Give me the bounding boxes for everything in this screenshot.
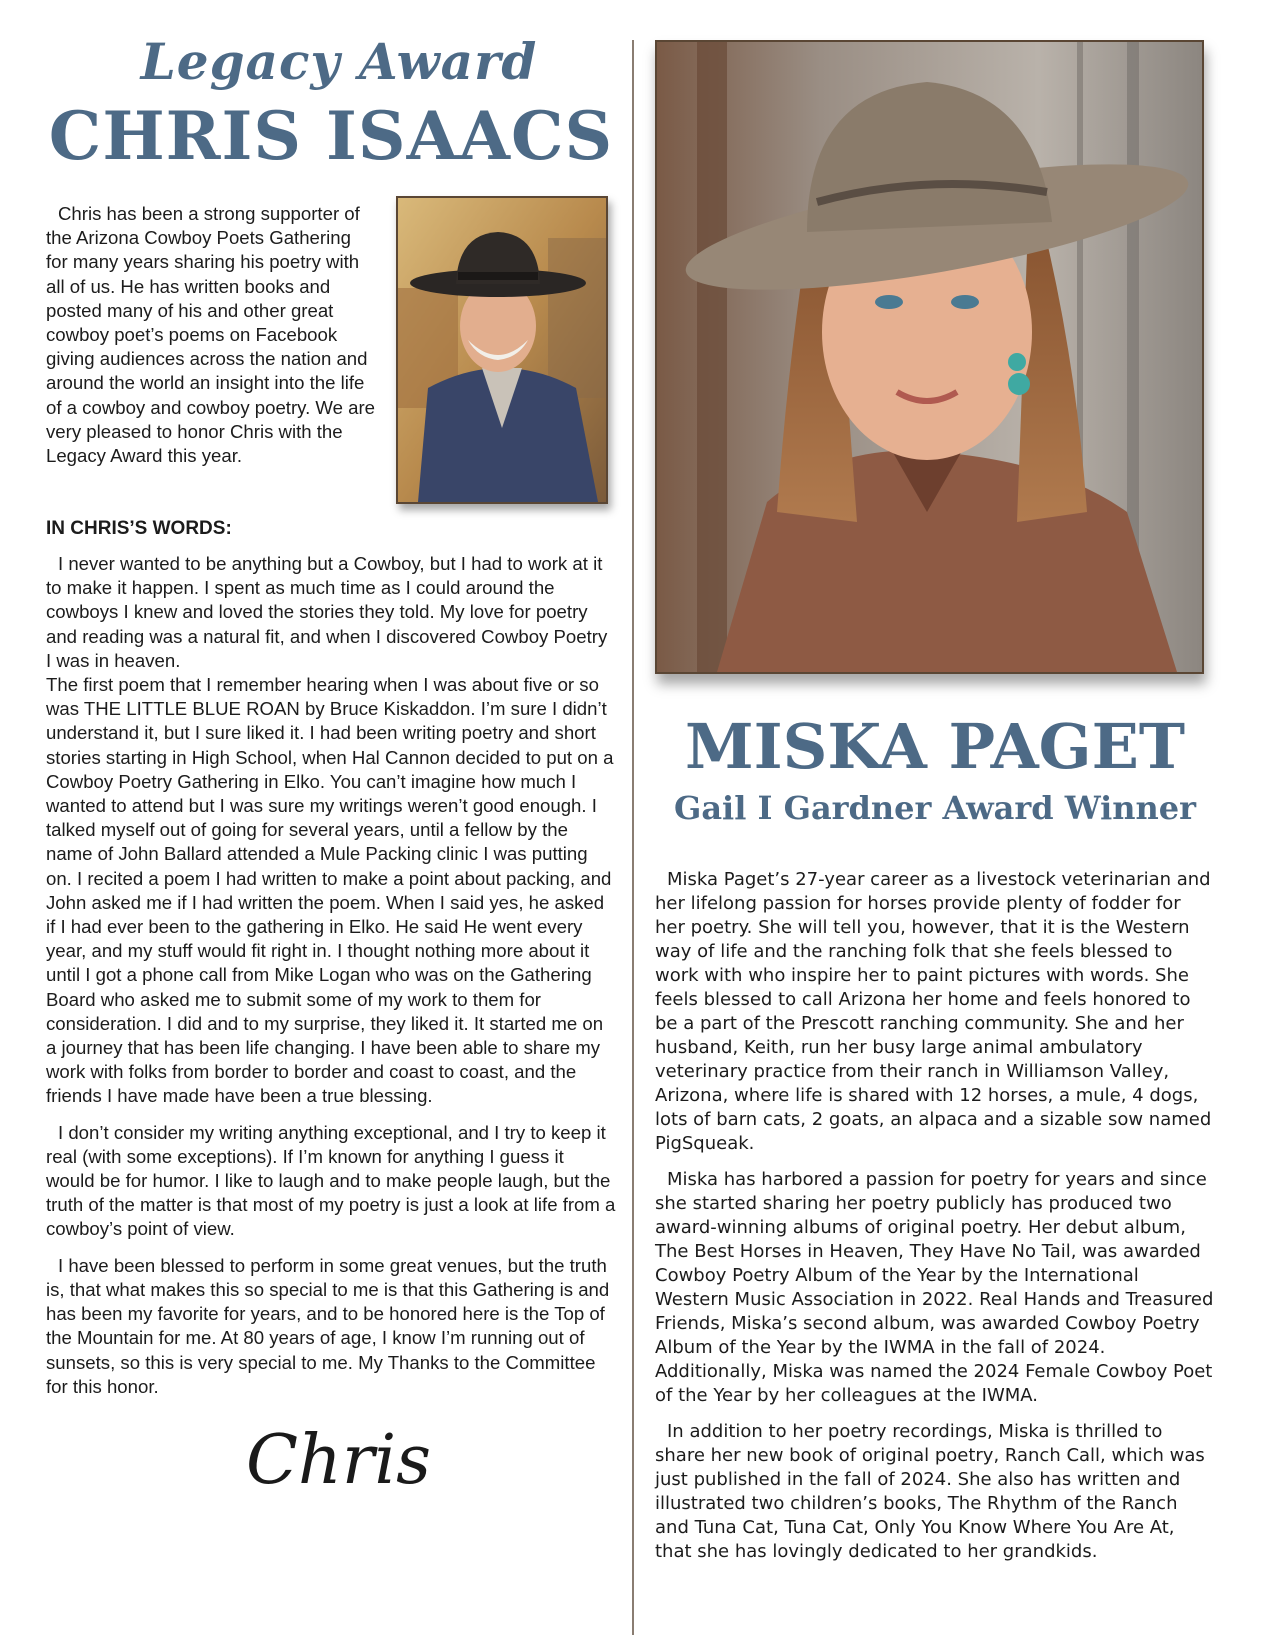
- in-chris-words-heading: IN CHRIS’S WORDS:: [46, 518, 232, 539]
- miska-paget-photo: [655, 40, 1204, 674]
- chris-paragraph-4: I have been blessed to perform in some great venues, but the truth is, that what makes this so special to me is that this Gathering is and has been my favorite for years, and to be honored here is the Top of the Mountain for me. At 80 years of age, I know I’m running out of sunsets, so this is very special to me. My Thanks to the Committee for this honor.: [46, 1254, 610, 1397]
- chris-isaacs-photo: [396, 196, 608, 504]
- miska-bio: [655, 868, 1215, 1564]
- chris-paragraph-1: I never wanted to be anything but a Cowboy, but I had to work at it to make it happen. I spent as much time as I could around the cowboys I knew and loved the stories they told. My love for poetry and reading was a natural fit, and when I discovered Cowboy Poetry I was in heaven.: [46, 553, 608, 671]
- miska-paragraph-3: In addition to her poetry recordings, Miska is thrilled to share her new book of original poetry, Ranch Call, which was just published in the fall of 2024. She also has written and illustrated two children’s books, The Rhythm of the Ranch and Tuna Cat, Tuna Cat, Only You Know Where You Are At, that she has lovingly dedicated to her grandkids.: [655, 1421, 1205, 1562]
- intro-section: [46, 202, 616, 506]
- legacy-award-column: [46, 30, 616, 1501]
- column-divider: [632, 40, 634, 1635]
- miska-paragraph-1: Miska Paget’s 27-year career as a livestock veterinarian and her lifelong passion for horses provide plenty of fodder for her poetry. She will tell you, however, that it is the Western way of life and the ranching folk that she feels blessed to work with who inspire her to paint pictures with words. She feels blessed to call Arizona her home and feels honored to be a part of the Prescott ranching community. She and her husband, Keith, run her busy large animal ambulatory veterinary practice from their ranch in Williamson Valley, Arizona, where life is shared with 12 horses, a mule, 4 dogs, lots of barn cats, 2 goats, an alpaca and a sizable sow named PigSqueak.: [655, 869, 1212, 1154]
- chris-signature: Chris: [246, 1420, 431, 1500]
- legacy-award-script-title: Legacy Award: [140, 32, 538, 91]
- chris-paragraph-3: I don’t consider my writing anything exceptional, and I try to keep it real (with some exceptions). If I’m known for anything I guess it would be for humor. I like to laugh and to make people laugh, but the truth of the matter is that most of my poetry is just a look at life from a cowboy’s point of view.: [46, 1121, 616, 1240]
- chris-isaacs-name: CHRIS ISAACS: [48, 97, 614, 175]
- award-subtitle: Gail I Gardner Award Winner: [673, 789, 1196, 827]
- intro-paragraph: Chris has been a strong supporter of the Arizona Cowboy Poets Gathering for many years sharing his poetry with all of us. He has written books and posted many of his and other great cowboy poet’s poems on Facebook giving audiences across the nation and around the world an insight into the life of a cowboy and cowboy poetry. We are very pleased to honor Chris with the Legacy Award this year.: [46, 203, 376, 467]
- chris-paragraph-2: The first poem that I remember hearing when I was about five or so was THE LITTLE BLUE ROAN by Bruce Kiskaddon. I’m sure I didn’t understand it, but I sure liked it. I had been writing poetry and short stories starting in High School, when Hal Cannon decided to put on a Cowboy Poetry Gathering in Elko. You can’t imagine how much I wanted to attend but I was sure my writings weren’t good enough. I talked myself out of going for several years, until a fellow by the name of John Ballard attended a Mule Packing clinic I was putting on. I recited a poem I had written to make a point about packing, and John asked me if I had written the poem. When I said yes, he asked if I had ever been to the gathering in Elko. He said He went every year, and my stuff would fit right in. I thought nothing more about it until I got a phone call from Mike Logan who was on the Gathering Board who asked me to submit some of my work to them for consideration. I did and to my surprise, they liked it. It started me on a journey that has been life changing. I have been able to share my work with folks from border to border and coast to coast, and the friends I have made have been a true blessing.: [46, 674, 614, 1107]
- miska-paget-name: MISKA PAGET: [684, 710, 1186, 783]
- miska-paragraph-2: Miska has harbored a passion for poetry for years and since she started sharing her poetry publicly has produced two award-winning albums of original poetry. Her debut album, The Best Horses in Heaven, They Have No Tail, was awarded Cowboy Poetry Album of the Year by the International Western Music Association in 2022. Real Hands and Treasured Friends, Miska’s second album, was awarded Cowboy Poetry Album of the Year by the IWMA in the fall of 2024. Additionally, Miska was named the 2024 Female Cowboy Poet of the Year by her colleagues at the IWMA.: [655, 1169, 1214, 1406]
